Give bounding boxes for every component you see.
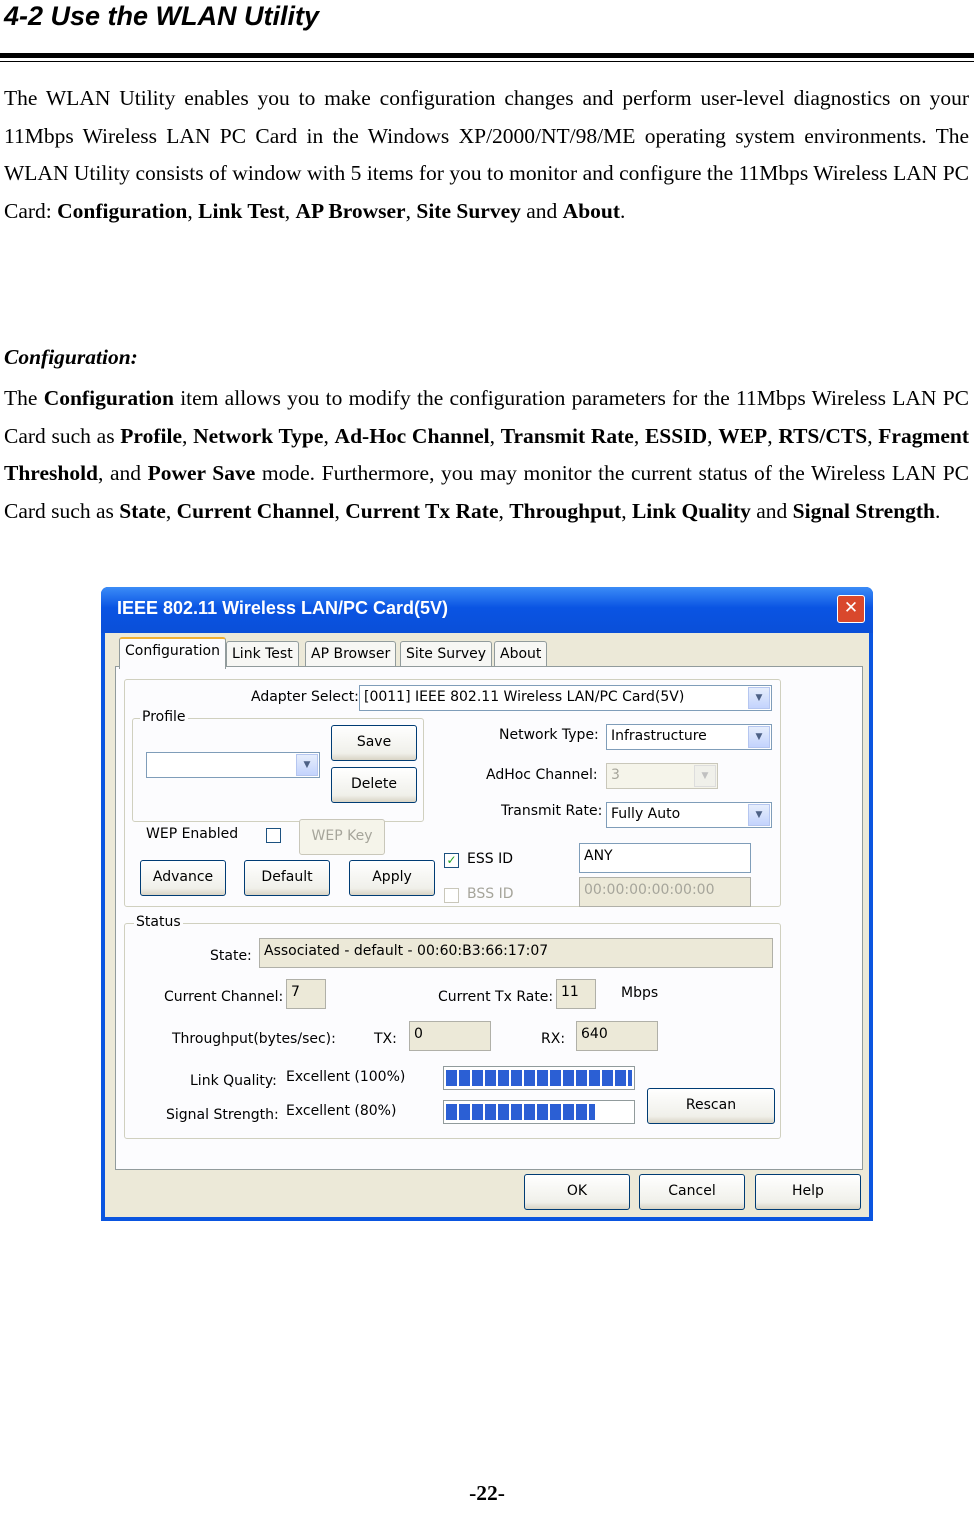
dialog-client [105, 633, 869, 1217]
ess-id-value: ANY [584, 848, 613, 864]
bss-id-checkbox[interactable] [444, 888, 459, 903]
link-quality-label: Link Quality: [190, 1073, 277, 1089]
configuration-paragraph: The Configuration item allows you to modify the configuration parameters for the 11Mbps Wireless LAN PC Card such as Profile, Network Type, Ad-Hoc Channel, Transmit Rate, ESSID, WEP, RTS/CTS, Fragment Threshold, and Power Save mode. Furthermore, you may monitor the current status of the Wireless LAN PC Card such as State, Current Channel, Current Tx Rate, Throughput, Link Quality and Signal Strength. [4, 386, 970, 523]
transmit-rate-value: Fully Auto [611, 806, 681, 822]
apply-button[interactable]: Apply [349, 860, 435, 896]
state-label: State: [210, 948, 252, 964]
tab-ap-browser[interactable]: AP Browser [305, 641, 396, 666]
tx-value: 0 [414, 1026, 423, 1042]
adhoc-channel-select[interactable] [606, 763, 718, 789]
bss-id-label: BSS ID [467, 886, 514, 902]
profile-select[interactable] [146, 752, 320, 778]
page-number: -22- [469, 1481, 505, 1505]
tx-field [409, 1021, 491, 1051]
ess-id-label: ESS ID [467, 851, 513, 867]
chevron-down-icon[interactable]: ▼ [748, 726, 770, 748]
throughput-label: Throughput(bytes/sec): [172, 1031, 336, 1047]
signal-strength-bar [443, 1100, 635, 1124]
ess-id-input[interactable] [579, 843, 751, 873]
rx-value: 640 [581, 1026, 608, 1042]
tx-label: TX: [374, 1031, 397, 1047]
current-tx-rate-label: Current Tx Rate: [438, 989, 554, 1005]
rx-field [576, 1021, 658, 1051]
close-icon[interactable]: ✕ [837, 595, 865, 623]
adapter-select-label: Adapter Select: [251, 689, 359, 705]
wep-key-button[interactable]: WEP Key [299, 819, 385, 855]
current-tx-rate-field [556, 979, 596, 1009]
intro-paragraph: The WLAN Utility enables you to make configuration changes and perform user-level diagnostics on your 11Mbps Wireless LAN PC Card in the Windows XP/2000/NT/98/ME operating system environments. The WLAN Utility consists of window with 5 items for you to monitor and configure the 11Mbps Wireless LAN PC Card: Configuration, Link Test, AP Browser, Site Survey and About. [4, 86, 969, 223]
rx-label: RX: [541, 1031, 566, 1047]
network-type-select[interactable] [606, 724, 772, 750]
adhoc-channel-value: 3 [611, 767, 620, 783]
tab-link-test[interactable]: Link Test [226, 641, 299, 666]
link-quality-bar [443, 1066, 635, 1090]
signal-strength-value: Excellent (80%) [286, 1103, 397, 1119]
section-heading: 4-2 Use the WLAN Utility [4, 1, 320, 31]
chevron-down-icon: ▼ [694, 765, 716, 787]
delete-button[interactable]: Delete [331, 767, 417, 803]
link-quality-value: Excellent (100%) [286, 1069, 406, 1085]
adapter-select-value: [0011] IEEE 802.11 Wireless LAN/PC Card(5V) [364, 689, 685, 705]
current-channel-label: Current Channel: [164, 989, 284, 1005]
state-field [259, 938, 773, 968]
default-button[interactable]: Default [244, 860, 330, 896]
network-type-label: Network Type: [499, 727, 599, 743]
ok-button[interactable]: OK [524, 1174, 630, 1210]
chevron-down-icon[interactable]: ▼ [748, 687, 770, 709]
signal-strength-label: Signal Strength: [166, 1107, 279, 1123]
adapter-select[interactable] [359, 685, 772, 711]
help-button[interactable]: Help [755, 1174, 861, 1210]
dialog-titlebar[interactable] [101, 587, 873, 633]
tab-configuration[interactable]: Configuration [119, 637, 226, 669]
wlan-utility-dialog [101, 587, 873, 1221]
current-channel-field [286, 979, 326, 1009]
heading-rule-thick [0, 53, 974, 58]
wep-enabled-label: WEP Enabled [146, 826, 239, 842]
mbps-unit: Mbps [621, 985, 659, 1001]
transmit-rate-select[interactable] [606, 802, 772, 828]
dialog-title: IEEE 802.11 Wireless LAN/PC Card(5V) [117, 598, 448, 618]
tab-site-survey[interactable]: Site Survey [400, 641, 492, 666]
configuration-panel [115, 666, 863, 1170]
ess-id-checkbox[interactable]: ✓ [444, 853, 459, 868]
bss-id-input[interactable] [579, 877, 751, 907]
chevron-down-icon[interactable]: ▼ [748, 804, 770, 826]
state-value: Associated - default - 00:60:B3:66:17:07 [264, 943, 549, 959]
cancel-button[interactable]: Cancel [639, 1174, 745, 1210]
save-button[interactable]: Save [331, 725, 417, 761]
network-type-value: Infrastructure [611, 728, 707, 744]
status-group-label: Status [136, 914, 181, 930]
current-tx-rate-value: 11 [561, 984, 579, 1000]
wep-enabled-checkbox[interactable] [266, 828, 281, 843]
rescan-button[interactable]: Rescan [647, 1088, 775, 1124]
adhoc-channel-label: AdHoc Channel: [486, 767, 598, 783]
heading-rule-thin [0, 61, 974, 62]
bss-id-value: 00:00:00:00:00:00 [584, 882, 715, 898]
transmit-rate-label: Transmit Rate: [501, 803, 603, 819]
tab-about[interactable]: About [494, 641, 547, 666]
signal-strength-fill [446, 1104, 595, 1120]
profile-group-label: Profile [142, 709, 186, 725]
advance-button[interactable]: Advance [140, 860, 226, 896]
link-quality-fill [446, 1070, 632, 1086]
current-channel-value: 7 [291, 984, 300, 1000]
chevron-down-icon[interactable]: ▼ [296, 754, 318, 776]
configuration-subheading: Configuration: [4, 345, 138, 369]
